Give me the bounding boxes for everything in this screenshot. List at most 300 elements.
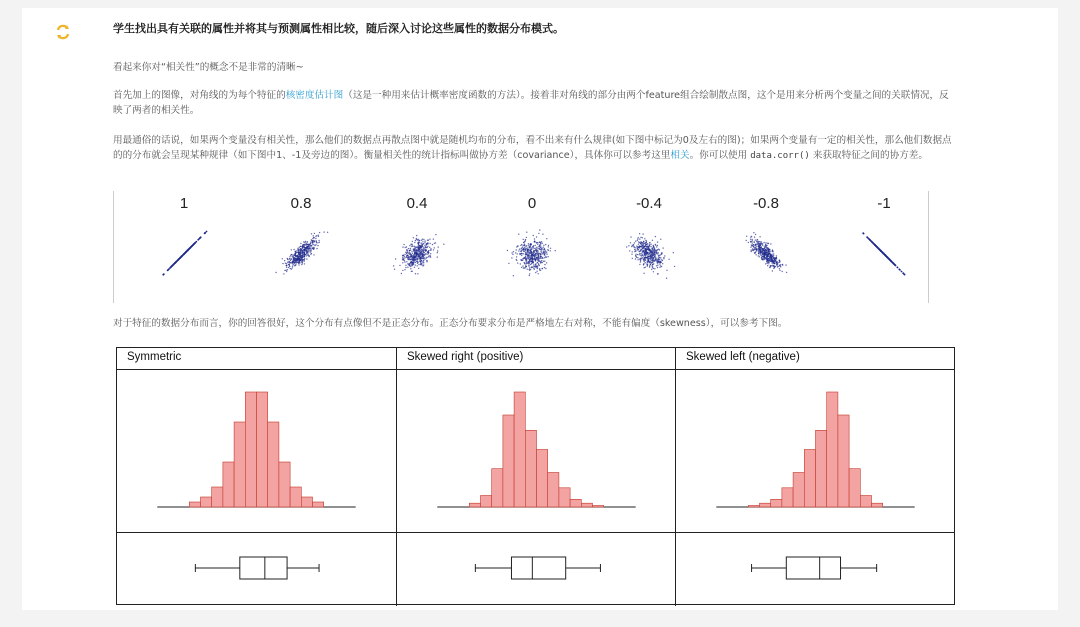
scatter-point — [298, 264, 299, 265]
scatter-point — [530, 269, 531, 270]
scatter-point — [417, 261, 418, 262]
scatter-point — [426, 260, 427, 261]
scatter-point — [296, 260, 297, 261]
correlation-label: 0 — [527, 195, 537, 212]
scatter-point — [437, 256, 438, 257]
box-plot — [397, 534, 676, 606]
histogram-bar — [760, 503, 771, 507]
scatter-point — [404, 269, 405, 270]
scatter-point — [411, 251, 412, 252]
scatter-point — [282, 263, 283, 264]
scatter-point — [297, 258, 298, 259]
scatter-point — [752, 240, 753, 241]
scatter-point — [651, 265, 652, 266]
scatter-point — [285, 263, 286, 264]
scatter-point — [293, 257, 294, 258]
scatter-point — [647, 257, 648, 258]
scatter-point — [525, 258, 526, 259]
scatter-point — [532, 247, 533, 248]
scatter-point — [414, 257, 415, 258]
scatter-point — [755, 254, 756, 255]
paragraph-text: 用最通俗的话说，如果两个变量没有相关性，那么他们的数据点再散点图中就是随机均布的分布，看不出来有什么规律(如下图中标记为0及左右的图)；如果两个变量有一定的相关性，那么他们数据点的的分布就会呈现某种规律（如下图中1、-1及旁边的图）。衡量相关性的统计指标叫做协方差（covariance），具体你可以参考这里 — [113, 135, 952, 161]
scatter-point — [531, 267, 532, 268]
scatter-point — [774, 267, 775, 268]
scatter-point — [639, 264, 640, 265]
correlation-label: -0.4 — [636, 195, 662, 212]
scatter-point — [538, 255, 539, 256]
scatter-point — [634, 251, 635, 252]
scatter-point — [406, 250, 407, 251]
scatter-point — [639, 245, 640, 246]
scatter-point — [292, 256, 293, 257]
kde-link[interactable]: 核密度估计图 — [285, 90, 344, 101]
scatter-point — [310, 246, 311, 247]
scatter-point — [300, 257, 301, 258]
scatter-point — [546, 262, 547, 263]
scatter-point — [430, 250, 431, 251]
scatter-point — [417, 273, 418, 274]
scatter-point — [406, 261, 407, 262]
code-snippet: data.corr() — [750, 151, 810, 161]
scatter-point — [635, 247, 636, 248]
scatter-point — [530, 249, 531, 250]
scatter-point — [531, 260, 532, 261]
scatter-point — [637, 259, 638, 260]
scatter-point — [393, 265, 394, 266]
scatter-point — [417, 250, 418, 251]
scatter-point — [660, 265, 661, 266]
scatter-point — [306, 255, 307, 256]
scatter-point — [654, 249, 655, 250]
scatter-point — [290, 255, 291, 256]
histogram — [397, 370, 676, 533]
histogram-bar — [290, 487, 301, 507]
scatter-point — [766, 248, 767, 249]
scatter-point — [535, 245, 536, 246]
scatter-point — [292, 266, 293, 267]
scatter-point — [540, 258, 541, 259]
scatter-point — [395, 258, 396, 259]
scatter-point — [521, 267, 522, 268]
scatter-point — [528, 245, 529, 246]
histogram-bar — [514, 392, 525, 507]
scatter-point — [544, 264, 545, 265]
scatter-point — [773, 260, 774, 261]
scatter-point — [286, 267, 287, 268]
scatter-point — [294, 259, 295, 260]
scatter-point — [752, 239, 753, 240]
scatter-point — [666, 278, 667, 279]
scatter-point — [644, 253, 645, 254]
scatter-point — [414, 256, 415, 257]
scatter-point — [763, 248, 764, 249]
scatter-point — [419, 240, 420, 241]
histogram-bar — [469, 503, 480, 507]
scatter-point — [420, 253, 421, 254]
scatter-point — [661, 259, 662, 260]
scatter-point — [654, 256, 655, 257]
scatter-point — [536, 251, 537, 252]
scatter-point — [642, 233, 643, 234]
scatter-point — [659, 263, 660, 264]
scatter-plot — [261, 221, 341, 287]
scatter-point — [532, 258, 533, 259]
box-plot — [676, 534, 955, 606]
scatter-point — [523, 245, 524, 246]
scatter-point — [645, 251, 646, 252]
refresh-icon[interactable] — [55, 24, 71, 40]
scatter-point — [297, 249, 298, 250]
scatter-point — [779, 270, 780, 271]
scatter-point — [535, 255, 536, 256]
scatter-point — [318, 236, 319, 237]
scatter-plot — [144, 221, 224, 287]
scatter-point — [516, 256, 517, 257]
scatter-point — [418, 247, 419, 248]
scatter-point — [414, 249, 415, 250]
scatter-point — [760, 248, 761, 249]
scatter-point — [293, 262, 294, 263]
scatter-point — [533, 235, 534, 236]
scatter-point — [525, 248, 526, 249]
scatter-point — [313, 237, 314, 238]
scatter-point — [284, 260, 285, 261]
scatter-point — [540, 251, 541, 252]
scatter-point — [753, 232, 754, 233]
scatter-point — [523, 249, 524, 250]
scatter-point — [289, 261, 290, 262]
scatter-point — [755, 247, 756, 248]
histogram-bar — [816, 430, 827, 507]
scatter-point — [660, 239, 661, 240]
scatter-point — [412, 244, 413, 245]
scatter-point — [517, 262, 518, 263]
scatter-point — [315, 244, 316, 245]
scatter-point — [653, 255, 654, 256]
scatter-point — [652, 258, 653, 259]
scatter-point — [540, 270, 541, 271]
scatter-point — [639, 253, 640, 254]
scatter-point — [403, 244, 404, 245]
scatter-point — [186, 250, 188, 252]
scatter-point — [634, 249, 635, 250]
scatter-point — [405, 247, 406, 248]
scatter-point — [300, 250, 301, 251]
scatter-point — [661, 252, 662, 253]
scatter-point — [323, 231, 324, 232]
scatter-point — [189, 247, 191, 249]
box-plot — [117, 534, 396, 606]
scatter-point — [294, 263, 295, 264]
scatter-point — [410, 248, 411, 249]
scatter-point — [286, 263, 287, 264]
histogram-bar — [838, 415, 849, 507]
scatter-point — [170, 266, 172, 268]
scatter-point — [635, 255, 636, 256]
scatter-point — [533, 268, 534, 269]
scatter-point — [315, 238, 316, 239]
histogram-bar — [223, 462, 234, 507]
scatter-point — [643, 244, 644, 245]
scatter-point — [411, 261, 412, 262]
scatter-point — [300, 252, 301, 253]
scatter-point — [761, 258, 762, 259]
scatter-point — [537, 248, 538, 249]
scatter-point — [177, 259, 179, 261]
scatter-point — [423, 260, 424, 261]
scatter-point — [541, 248, 542, 249]
scatter-point — [536, 265, 537, 266]
scatter-point — [760, 252, 761, 253]
scatter-plot — [609, 221, 689, 287]
scatter-point — [168, 268, 170, 270]
scatter-point — [668, 259, 669, 260]
scatter-point — [649, 257, 650, 258]
scatter-point — [411, 259, 412, 260]
scatter-point — [630, 236, 631, 237]
box-iqr — [240, 557, 287, 579]
scatter-point — [292, 264, 293, 265]
scatter-point — [755, 239, 756, 240]
scatter-point — [548, 246, 549, 247]
scatter-point — [420, 264, 421, 265]
scatter-point — [182, 255, 184, 257]
scatter-point — [526, 259, 527, 260]
scatter-point — [433, 238, 434, 239]
scatter-point — [874, 244, 876, 246]
scatter-point — [533, 246, 534, 247]
box-iqr — [511, 557, 565, 579]
scatter-point — [536, 257, 537, 258]
scatter-point — [409, 250, 410, 251]
scatter-point — [292, 261, 293, 262]
scatter-point — [415, 273, 416, 274]
scatter-point — [652, 267, 653, 268]
scatter-point — [537, 268, 538, 269]
scatter-point — [425, 244, 426, 245]
scatter-point — [302, 256, 303, 257]
scatter-point — [539, 268, 540, 269]
scatter-point — [410, 253, 411, 254]
scatter-point — [295, 261, 296, 262]
scatter-point — [288, 267, 289, 268]
scatter-point — [644, 258, 645, 259]
scatter-point — [524, 263, 525, 264]
scatter-point — [524, 267, 525, 268]
scatter-point — [438, 246, 439, 247]
scatter-point — [535, 267, 536, 268]
scatter-point — [639, 242, 640, 243]
scatter-point — [892, 262, 894, 264]
scatter-point — [294, 257, 295, 258]
scatter-point — [417, 262, 418, 263]
scatter-point — [768, 256, 769, 257]
scatter-point — [410, 249, 411, 250]
scatter-point — [399, 265, 400, 266]
scatter-point — [540, 256, 541, 257]
scatter-point — [413, 237, 414, 238]
scatter-point — [863, 233, 865, 235]
scatter-point — [524, 244, 525, 245]
scatter-point — [187, 249, 189, 251]
scatter-point — [771, 257, 772, 258]
scatter-point — [541, 241, 542, 242]
scatter-point — [899, 269, 901, 271]
scatter-point — [762, 248, 763, 249]
scatter-point — [406, 246, 407, 247]
scatter-point — [764, 249, 765, 250]
scatter-point — [519, 253, 520, 254]
scatter-point — [422, 255, 423, 256]
scatter-point — [292, 254, 293, 255]
scatter-point — [651, 262, 652, 263]
scatter-point — [759, 245, 760, 246]
scatter-point — [423, 257, 424, 258]
scatter-point — [418, 254, 419, 255]
scatter-point — [632, 245, 633, 246]
scatter-point — [429, 255, 430, 256]
scatter-point — [540, 243, 541, 244]
scatter-point — [770, 265, 771, 266]
scatter-point — [526, 261, 527, 262]
scatter-point — [544, 251, 545, 252]
scatter-point — [535, 259, 536, 260]
scatter-point — [662, 263, 663, 264]
scatter-point — [540, 246, 541, 247]
correlation-scatter-figure — [113, 191, 929, 303]
paragraph-correlation — [113, 133, 953, 164]
scatter-point — [779, 268, 780, 269]
scatter-point — [750, 242, 751, 243]
scatter-point — [409, 265, 410, 266]
scatter-point — [404, 261, 405, 262]
scatter-point — [306, 244, 307, 245]
scatter-point — [303, 244, 304, 245]
page-heading: 学生找出具有关联的属性并将其与预测属性相比较，随后深入讨论这些属性的数据分布模式。 — [113, 22, 564, 35]
scatter-point — [764, 259, 765, 260]
correlation-label: 0.4 — [406, 195, 428, 212]
scatter-point — [778, 266, 779, 267]
correlation-link[interactable]: 相关 — [670, 150, 690, 161]
scatter-point — [524, 247, 525, 248]
scatter-point — [655, 259, 656, 260]
scatter-point — [772, 261, 773, 262]
box-iqr — [786, 557, 840, 579]
scatter-point — [756, 241, 757, 242]
scatter-point — [415, 262, 416, 263]
scatter-point — [753, 249, 754, 250]
scatter-point — [760, 241, 761, 242]
scatter-point — [656, 253, 657, 254]
scatter-point — [295, 265, 296, 266]
scatter-point — [288, 264, 289, 265]
scatter-point — [758, 251, 759, 252]
scatter-point — [516, 249, 517, 250]
scatter-point — [523, 239, 524, 240]
scatter-point — [657, 241, 658, 242]
scatter-point — [660, 257, 661, 258]
scatter-point — [422, 245, 423, 246]
scatter-point — [770, 266, 771, 267]
scatter-point — [410, 263, 411, 264]
scatter-point — [650, 244, 651, 245]
scatter-point — [651, 269, 652, 270]
scatter-point — [518, 234, 519, 235]
scatter-point — [413, 249, 414, 250]
scatter-point — [746, 236, 747, 237]
scatter-point — [412, 265, 413, 266]
scatter-point — [525, 254, 526, 255]
scatter-point — [529, 246, 530, 247]
paragraph-text: （这是一种用来估计概率密度函数的方法）。接着非对角线的部分由两个feature组合绘制散点图，这个是用来分析两个变量之间的关联情况，反映了两者的相关性。 — [113, 90, 949, 116]
scatter-point — [652, 260, 653, 261]
scatter-point — [313, 244, 314, 245]
scatter-point — [285, 270, 286, 271]
scatter-point — [658, 255, 659, 256]
scatter-point — [776, 255, 777, 256]
scatter-point — [404, 260, 405, 261]
scatter-point — [327, 232, 328, 233]
scatter-point — [890, 260, 892, 262]
scatter-point — [525, 256, 526, 257]
scatter-point — [422, 241, 423, 242]
scatter-point — [758, 252, 759, 253]
scatter-point — [435, 234, 436, 235]
scatter-point — [511, 257, 512, 258]
scatter-point — [512, 254, 513, 255]
scatter-point — [433, 249, 434, 250]
scatter-point — [282, 258, 283, 259]
distribution-column — [675, 348, 954, 606]
scatter-point — [286, 265, 287, 266]
scatter-point — [640, 249, 641, 250]
scatter-point — [402, 246, 403, 247]
scatter-point — [521, 255, 522, 256]
scatter-point — [309, 248, 310, 249]
scatter-point — [283, 273, 284, 274]
scatter-point — [408, 248, 409, 249]
scatter-point — [634, 242, 635, 243]
scatter-point — [299, 255, 300, 256]
scatter-point — [526, 237, 527, 238]
scatter-point — [536, 242, 537, 243]
scatter-point — [782, 271, 783, 272]
scatter-point — [780, 264, 781, 265]
scatter-point — [310, 241, 311, 242]
scatter-point — [197, 239, 199, 241]
scatter-point — [673, 252, 674, 253]
scatter-point — [530, 243, 531, 244]
scatter-point — [308, 245, 309, 246]
scatter-point — [542, 258, 543, 259]
scatter-point — [412, 241, 413, 242]
scatter-point — [785, 264, 786, 265]
histogram-bar — [313, 502, 324, 507]
scatter-point — [765, 252, 766, 253]
scatter-point — [535, 263, 536, 264]
scatter-point — [651, 258, 652, 259]
scatter-point — [308, 256, 309, 257]
scatter-point — [405, 267, 406, 268]
scatter-point — [644, 257, 645, 258]
scatter-point — [655, 236, 656, 237]
scatter-point — [291, 249, 292, 250]
scatter-point — [762, 256, 763, 257]
scatter-point — [541, 260, 542, 261]
scatter-point — [877, 247, 879, 249]
scatter-point — [658, 249, 659, 250]
scatter-point — [888, 258, 890, 260]
